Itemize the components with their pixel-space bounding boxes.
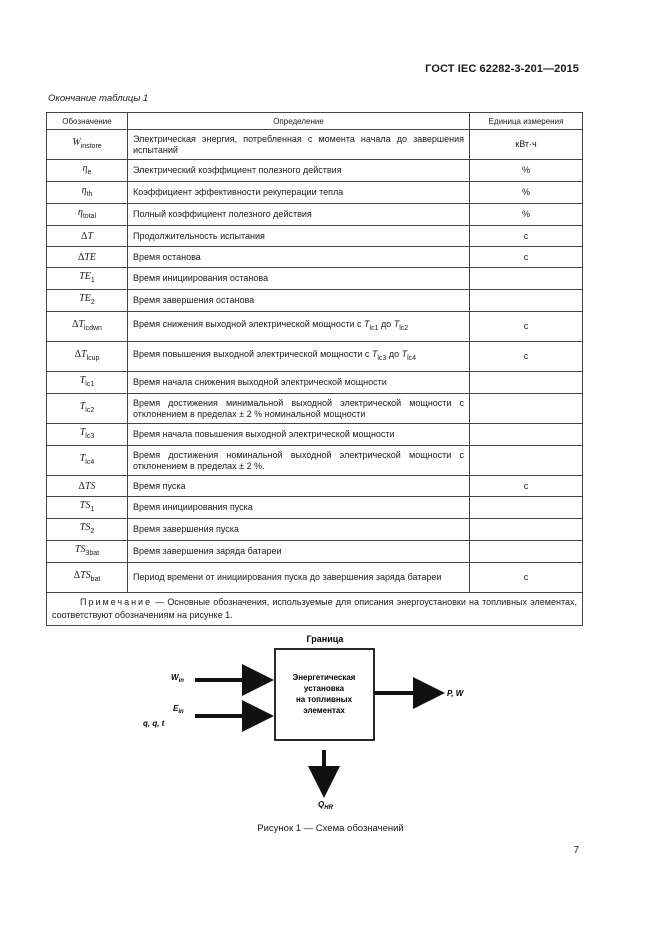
table-row (47, 130, 583, 160)
table-row (47, 372, 583, 394)
row-definition: Электрический коэффициент полезного действия (128, 160, 470, 182)
row-symbol: ΔTE (47, 247, 128, 268)
table-row (47, 182, 583, 204)
row-symbol: $\Delta TS_{bat}$ (47, 563, 128, 593)
row-symbol: $\Delta T_{lcdwn}$ (47, 312, 128, 342)
row-definition: Время снижения выходной электрической мощности с $T_{lc1}$ до $T_{lc2}$ (128, 312, 470, 342)
row-definition: Время завершения останова (128, 290, 470, 312)
row-unit: с (470, 476, 583, 497)
table-row (47, 424, 583, 446)
box-line-2: установка (303, 684, 345, 693)
row-unit (470, 394, 583, 424)
row-unit: кВт·ч (470, 130, 583, 160)
row-definition: Электрическая энергия, потребленная с момента начала до завершения испытаний (128, 130, 470, 160)
row-symbol: $T_{lc1}$ (47, 372, 128, 394)
column-header-definition: Определение (128, 113, 470, 130)
column-header-unit: Единица измерения (470, 113, 583, 130)
output-right-label: P, W (447, 689, 464, 698)
row-definition: Коэффициент эффективности рекуперации тепла (128, 182, 470, 204)
row-unit (470, 446, 583, 476)
row-symbol: $\Delta T_{lcup}$ (47, 342, 128, 372)
table-row (47, 394, 583, 424)
row-definition: Время достижения номинальной выходной электрической мощности с отклонением в пределах ± 2 %. (128, 446, 470, 476)
row-definition: Время начала повышения выходной электрической мощности (128, 424, 470, 446)
row-symbol: $\eta_e$ (47, 160, 128, 182)
column-header-symbol: Обозначение (47, 113, 128, 130)
row-symbol: $TS_2$ (47, 519, 128, 541)
row-unit (470, 372, 583, 394)
row-symbol: ΔTS (47, 476, 128, 497)
row-definition: Время инициирования останова (128, 268, 470, 290)
row-unit: с (470, 247, 583, 268)
row-unit: с (470, 563, 583, 593)
row-unit: % (470, 182, 583, 204)
table-row (47, 204, 583, 226)
row-unit (470, 497, 583, 519)
row-definition: Время пуска (128, 476, 470, 497)
boundary-label: Граница (306, 634, 344, 644)
table-row (47, 247, 583, 268)
table-row (47, 541, 583, 563)
row-definition: Время завершения заряда батареи (128, 541, 470, 563)
row-symbol: $TE_2$ (47, 290, 128, 312)
row-unit: с (470, 226, 583, 247)
row-unit (470, 541, 583, 563)
row-unit (470, 268, 583, 290)
row-definition: Время останова (128, 247, 470, 268)
row-symbol: ΔT (47, 226, 128, 247)
row-symbol: $T_{lc2}$ (47, 394, 128, 424)
box-line-4: элементах (303, 706, 345, 715)
row-symbol: $TE_1$ (47, 268, 128, 290)
table-row (47, 497, 583, 519)
row-symbol: $TS_{3bat}$ (47, 541, 128, 563)
row-unit (470, 290, 583, 312)
row-symbol: $W_{instore}$ (47, 130, 128, 160)
table-row (47, 160, 583, 182)
table-caption: Окончание таблицы 1 (48, 93, 149, 104)
row-symbol: $\eta_{th}$ (47, 182, 128, 204)
row-definition: Время инициирования пуска (128, 497, 470, 519)
box-line-1: Энергетическая (292, 673, 356, 682)
input-extra-label: q, q, t (143, 719, 165, 728)
table-row (47, 446, 583, 476)
table-row (47, 342, 583, 372)
table-row (47, 268, 583, 290)
row-definition: Время начала снижения выходной электрической мощности (128, 372, 470, 394)
input-bottom-label: $E_{in}$ (173, 704, 184, 715)
row-definition: Время завершения пуска (128, 519, 470, 541)
table-header-row (47, 113, 583, 130)
row-definition: Время повышения выходной электрической мощности с $T_{lc3}$ до $T_{lc4}$ (128, 342, 470, 372)
row-definition: Период времени от инициирования пуска до завершения заряда батареи (128, 563, 470, 593)
row-unit (470, 424, 583, 446)
table-row (47, 290, 583, 312)
table-row (47, 563, 583, 593)
row-symbol: $\eta_{total}$ (47, 204, 128, 226)
row-definition: Время достижения минимальной выходной электрической мощности с отклонением в пределах ± 2 % номинальной мощности (128, 394, 470, 424)
row-definition: Продолжительность испытания (128, 226, 470, 247)
page-number: 7 (573, 845, 579, 856)
row-unit: с (470, 342, 583, 372)
box-line-3: на топливных (295, 695, 353, 704)
figure-caption: Рисунок 1 — Схема обозначений (257, 823, 404, 834)
row-unit (470, 519, 583, 541)
table-row (47, 226, 583, 247)
row-definition: Полный коэффициент полезного действия (128, 204, 470, 226)
table-row (47, 476, 583, 497)
row-unit: % (470, 160, 583, 182)
row-unit: с (470, 312, 583, 342)
row-symbol: $T_{lc3}$ (47, 424, 128, 446)
table-row (47, 519, 583, 541)
definitions-table (46, 112, 583, 626)
output-bottom-label: $Q_{HR}$ (318, 800, 333, 811)
note-text: — Основные обозначения, используемые для описания энергоустановки на топливных элементах, соответствуют обозначениям на рисунке 1. (52, 597, 577, 620)
table-row (47, 312, 583, 342)
row-unit: % (470, 204, 583, 226)
note-lead: Примечание (80, 597, 153, 607)
row-symbol: $T_{lc4}$ (47, 446, 128, 476)
input-top-label: $W_{in}$ (171, 673, 184, 684)
standard-designation: ГОСТ IEC 62282-3-201—2015 (425, 63, 579, 75)
row-symbol: $TS_1$ (47, 497, 128, 519)
